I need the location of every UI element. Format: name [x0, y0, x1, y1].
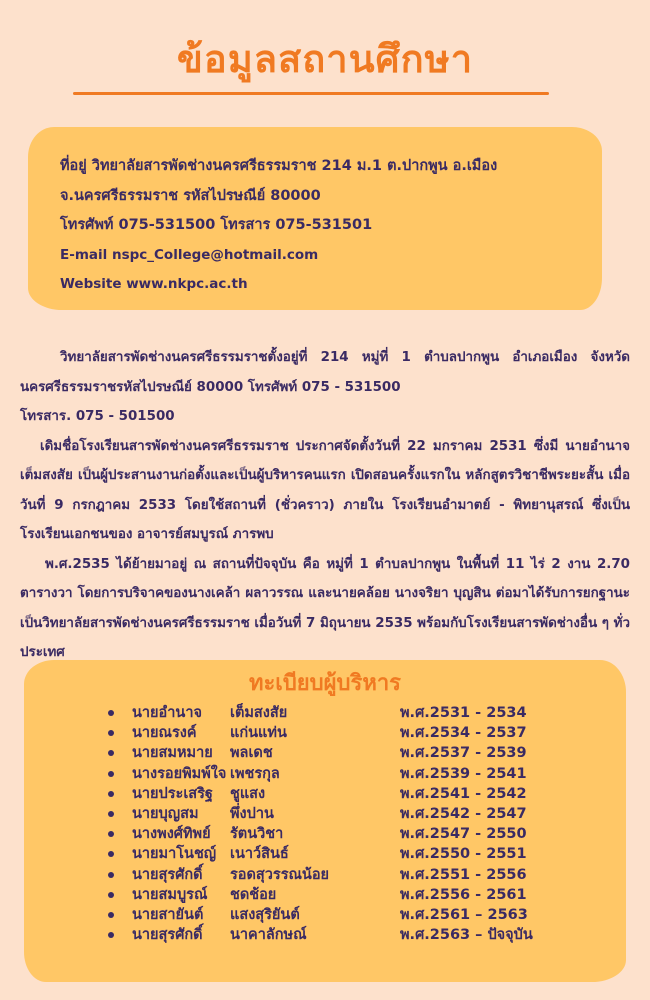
page-title: ข้อมูลสถานศึกษา	[176, 36, 474, 81]
admin-last-name: แสงสุริยันต์	[230, 906, 300, 923]
admin-first-name: นายณรงค์	[132, 725, 197, 742]
admin-years: พ.ศ.2541 - 2542	[400, 785, 527, 802]
history-section	[20, 343, 630, 668]
admin-first-name: นายสมหมาย	[132, 745, 213, 762]
admin-first-name: นายประเสริฐ	[132, 785, 213, 802]
history-paragraph-2: เดิมชื่อโรงเรียนสารพัดช่างนครศรีธรรมราช ประกาศจัดตั้งวันที่ 22 มกราคม 2531 ซึ่งมี นายอำนาจ เต็มสงสัย เป็นผู้ประสานงานก่อตั้งและเป็นผู้บริหารคนแรก เปิดสอนครั้งแรกใน หลักสูตรวิชาชีพระยะสั้น เมื่อวันที่ 9 กรกฎาคม 2533 โดยใช้สถานที่ (ชั่วคราว) ภายใน โรงเรียนอำมาตย์ - พิทยานุสรณ์ ซึ่งเป็นโรงเรียนเอกชนของ อาจารย์สมบูรณ์ ภารพบ	[20, 438, 630, 542]
list-item	[108, 784, 588, 804]
admin-years: พ.ศ.2556 - 2561	[400, 886, 527, 903]
bullet-icon	[108, 932, 114, 938]
list-item	[108, 865, 588, 885]
history-fax: โทรสาร. 075 - 501500	[20, 409, 175, 424]
website-text: Website www.nkpc.ac.th	[60, 276, 248, 292]
list-item	[108, 804, 588, 824]
administrators-list	[108, 703, 588, 945]
admin-first-name: นายมาโนชญ์	[132, 846, 217, 863]
list-item	[108, 885, 588, 905]
phone-fax: โทรศัพท์ 075-531500 โทรสาร 075-531501	[60, 217, 373, 233]
admin-years: พ.ศ.2537 - 2539	[400, 745, 527, 762]
bullet-icon	[108, 831, 114, 837]
bullet-icon	[108, 771, 114, 777]
address-line-1: ที่อยู่ วิทยาลัยสารพัดช่างนครศรีธรรมราช 214 ม.1 ต.ปากพูน อ.เมือง	[60, 158, 498, 174]
admin-last-name: พลเดช	[230, 745, 273, 762]
bullet-icon	[108, 851, 114, 857]
bullet-icon	[108, 872, 114, 878]
bullet-icon	[108, 892, 114, 898]
history-paragraph-1: วิทยาลัยสารพัดช่างนครศรีธรรมราชตั้งอยู่ที่ 214 หมู่ที่ 1 ตำบลปากพูน อำเภอเมือง จังหวัดนครศรีธรรมราชรหัสไปรษณีย์ 80000 โทรศัพท์ 075 - 531500	[20, 350, 630, 395]
history-paragraph-3: พ.ศ.2535 ได้ย้ายมาอยู่ ณ สถานที่ปัจจุบัน คือ หมู่ที่ 1 ตำบลปากพูน ในพื้นที่ 11 ไร่ 2 งาน 2.70 ตารางวา โดยการบริจาคของนางเคล้า ผลาวรรณ และนายคล้อย นางจริยา บุญสิน ต่อมาได้รับการยกฐานะเป็นวิทยาลัยสารพัดช่างนครศรีธรรมราช เมื่อวันที่ 7 มิถุนายน 2535 พร้อมกับโรงเรียนสารพัดช่างอื่น ๆ ทั่วประเทศ	[20, 556, 630, 660]
admin-first-name: นางพงศ์ทิพย์	[132, 826, 211, 843]
admin-last-name: เต็มสงสัย	[230, 705, 288, 721]
bullet-icon	[108, 912, 114, 918]
bullet-icon	[108, 710, 114, 716]
admin-years: พ.ศ.2547 - 2550	[400, 826, 527, 843]
list-item	[108, 743, 588, 763]
admin-last-name: เพชรกุล	[230, 765, 280, 782]
admin-last-name: เนาว์สินธ์	[230, 846, 289, 863]
list-item	[108, 905, 588, 925]
admin-last-name: นาคาลักษณ์	[230, 927, 307, 944]
admin-first-name: นายบุญสม	[132, 805, 199, 822]
admin-first-name: นางรอยพิมพ์ใจ	[132, 765, 227, 782]
bullet-icon	[108, 730, 114, 736]
contact-info	[60, 152, 590, 300]
admin-last-name: แก่นแท่น	[230, 725, 287, 742]
bullet-icon	[108, 791, 114, 797]
list-item	[108, 824, 588, 844]
list-item	[108, 844, 588, 864]
admin-years: พ.ศ.2534 - 2537	[400, 725, 527, 742]
admin-first-name: นายสุรศักดิ์	[132, 927, 203, 944]
bullet-icon	[108, 811, 114, 817]
admin-years: พ.ศ.2550 - 2551	[400, 846, 527, 863]
admin-years: พ.ศ.2563 – ปัจจุบัน	[400, 927, 533, 944]
admin-first-name: นายสุรศักดิ์	[132, 866, 203, 883]
admin-years: พ.ศ.2539 - 2541	[400, 765, 527, 782]
bullet-icon	[108, 750, 114, 756]
admin-last-name: รัตนวิชา	[230, 826, 284, 843]
list-item	[108, 703, 588, 723]
admin-last-name: รอดสุวรรณน้อย	[230, 866, 330, 883]
title-underline	[73, 92, 549, 95]
list-item	[108, 723, 588, 743]
admin-first-name: นายอำนาจ	[132, 705, 202, 721]
list-item	[108, 925, 588, 945]
admin-years: พ.ศ.2531 - 2534	[400, 705, 527, 721]
admin-years: พ.ศ.2561 – 2563	[400, 906, 528, 923]
admin-years: พ.ศ.2542 - 2547	[400, 805, 527, 822]
admin-last-name: ชูแสง	[230, 785, 266, 802]
address-line-2: จ.นครศรีธรรมราช รหัสไปรษณีย์ 80000	[60, 187, 321, 204]
admin-last-name: ชดช้อย	[230, 886, 277, 903]
admin-last-name: พึ่งปาน	[230, 805, 274, 822]
admin-first-name: นายสายันต์	[132, 906, 204, 923]
email-text: E-mail nspc_College@hotmail.com	[60, 246, 319, 263]
administrators-heading: ทะเบียบผู้บริหาร	[248, 670, 401, 696]
admin-first-name: นายสมบูรณ์	[132, 886, 208, 903]
list-item	[108, 764, 588, 784]
admin-years: พ.ศ.2551 - 2556	[400, 866, 527, 883]
